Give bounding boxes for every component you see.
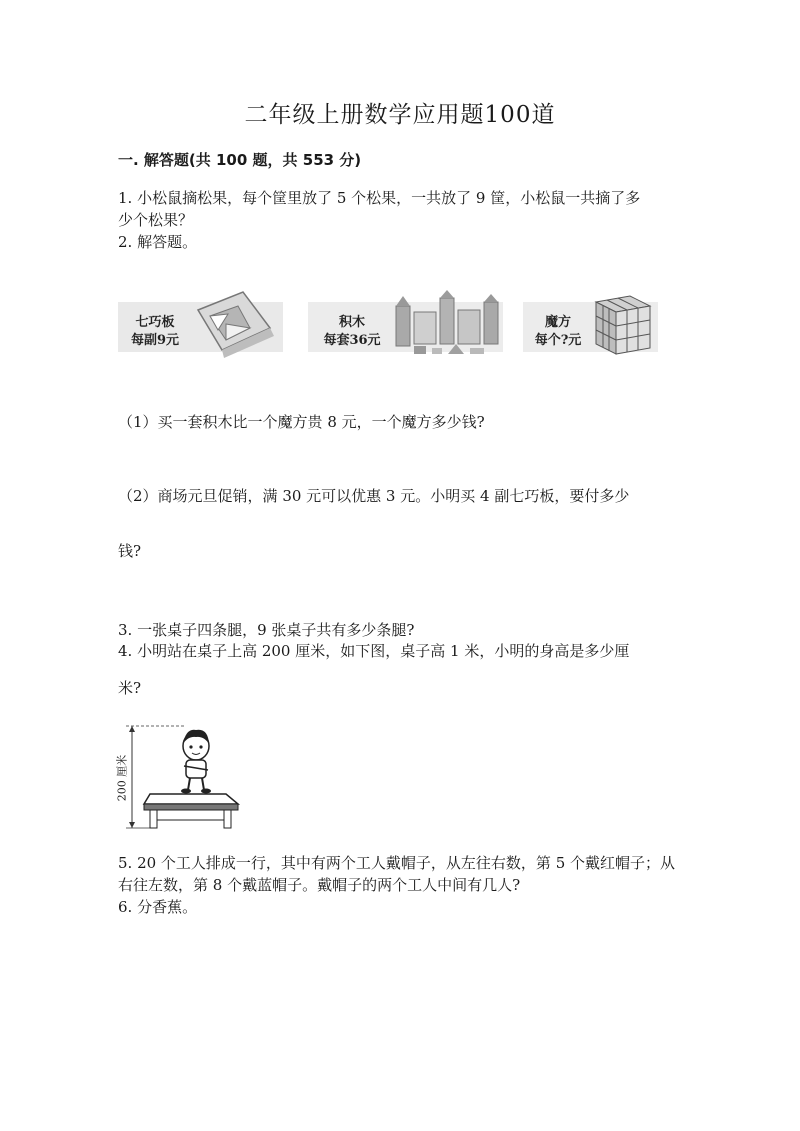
question-2-sub-2-line-2: 钱? [118,542,142,560]
question-3: 3. 一张桌子四条腿，9 张桌子共有多少条腿? [118,621,415,639]
rubiks-cube-icon [596,296,650,354]
question-1-line-1: 1. 小松鼠摘松果，每个筐里放了 5 个松果，一共放了 9 筐，小松鼠一共摘了多 [118,189,641,207]
section-heading: 一. 解答题(共 100 题，共 553 分) [118,151,362,169]
question-2-sub-1: （1）买一套积木比一个魔方贵 8 元，一个魔方多少钱? [118,413,485,431]
product-blocks [314,314,390,350]
question-4-line-2: 米? [118,679,142,697]
question-5-line-2: 右往左数，第 8 个戴蓝帽子。戴帽子的两个工人中间有几人? [118,876,521,894]
product-strip [118,288,658,364]
product-cube [526,314,590,350]
boy-on-desk-figure [114,722,244,834]
desk-height-label: 200 厘米 [115,754,129,802]
question-6: 6. 分香蕉。 [118,898,198,916]
product-price-cube: 每个?元 [534,333,582,348]
question-2-sub-2-line-1: （2）商场元旦促销，满 30 元可以优惠 3 元。小明买 4 副七巧板，要付多少 [118,487,630,505]
question-1-line-2: 少个松果？ [118,211,194,229]
question-2: 2. 解答题。 [118,233,198,251]
boy-on-desk-icon [114,722,244,834]
question-4-line-1: 4. 小明站在桌子上高 200 厘米，如下图，桌子高 1 米，小明的身高是多少厘 [118,642,630,660]
product-name-blocks: 积木 [338,315,365,330]
question-5-line-1: 5. 20 个工人排成一行，其中有两个工人戴帽子，从左往右数，第 5 个戴红帽子；从 [118,854,676,872]
product-price-tangram: 每副9元 [130,333,180,348]
page-title: 二年级上册数学应用题100道 [244,102,556,128]
product-tangram [124,314,186,350]
product-name-cube: 魔方 [544,315,571,330]
product-price-blocks: 每套36元 [323,333,381,348]
product-name-tangram: 七巧板 [135,315,175,330]
